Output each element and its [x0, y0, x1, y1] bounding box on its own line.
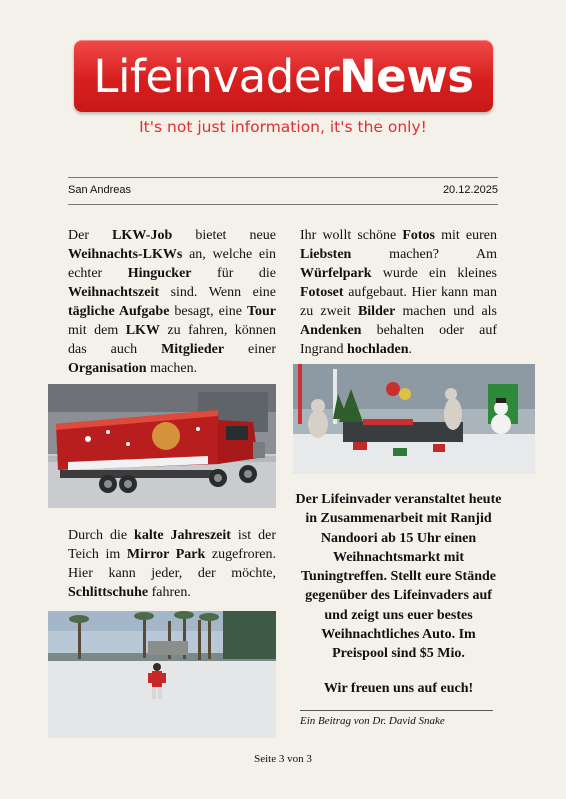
- photoset-illustration: [293, 364, 535, 474]
- emphasis-text: Mirror Park: [126, 547, 206, 562]
- emphasis-text: tägliche Aufgabe: [68, 304, 170, 319]
- tagline: It's not just information, it's the only!: [139, 118, 427, 136]
- christmas-truck-illustration: [48, 384, 276, 508]
- date-label: 20.12.2025: [442, 184, 498, 196]
- article-photo-set: Ihr wollt schöne Fotos mit euren Liebsten machen? Am Würfelpark wurde ein kleines Fotoset aufgebaut. Hier kann man zu zweit Bilder machen und als Andenken behalten oder auf Ingrand hochladen.: [300, 228, 497, 357]
- byline-rule: [300, 710, 493, 711]
- emphasis-text: Fotoset: [300, 285, 344, 300]
- emphasis-text: LKW-Job: [112, 228, 173, 243]
- emphasis-text: Organisation: [68, 361, 147, 376]
- photo-ice-skating: [48, 611, 276, 738]
- announcement-christmas-market: Der Lifeinvader veranstaltet heute in Zusammenarbeit mit Ranjid Nandoori ab 15 Uhr einen Weihnachtsmarkt mit Tuningtreffen. Stellt eure Stände gegenüber des Lifeinvaders auf und zeigt uns euer bestes Weihnachtliches Auto. Im Preispool sind $5 Mio.: [295, 492, 502, 662]
- ice-skating-illustration: [48, 611, 276, 738]
- page-number: Seite 3 von 3: [254, 753, 312, 765]
- photo-christmas-truck: [48, 384, 276, 508]
- logo-wordmark: [93, 49, 474, 103]
- logo-word-invader: invader: [172, 49, 340, 103]
- header-rule-bottom: [68, 204, 498, 205]
- emphasis-text: Liebsten: [300, 247, 352, 262]
- emphasis-text: Schlittschuhe: [68, 585, 149, 600]
- logo-word-life: Life: [93, 49, 173, 103]
- emphasis-text: Fotos: [402, 228, 435, 243]
- lifeinvader-news-logo: [74, 40, 493, 112]
- emphasis-text: Andenken: [300, 323, 362, 338]
- emphasis-text: Hingucker: [127, 266, 192, 281]
- photo-christmas-photoset: [293, 364, 535, 474]
- article-frozen-pond: Durch die kalte Jahreszeit ist der Teich im Mirror Park zugefroren. Hier kann jeder, der möchte, Schlittschuhe fahren.: [68, 528, 276, 600]
- emphasis-text: LKW: [125, 323, 160, 338]
- emphasis-text: Mitglieder: [161, 342, 225, 357]
- byline: Ein Beitrag von Dr. David Snake: [300, 715, 445, 727]
- emphasis-text: Weihnachts-LKWs: [68, 247, 183, 262]
- emphasis-text: hochladen: [347, 342, 409, 357]
- emphasis-text: Tour: [246, 304, 276, 319]
- closing-line: Wir freuen uns auf euch!: [323, 681, 474, 696]
- header-rule-top: [68, 177, 498, 178]
- location-label: San Andreas: [68, 184, 131, 196]
- emphasis-text: Würfelpark: [300, 266, 372, 281]
- emphasis-text: Weihnachtszeit: [68, 285, 159, 300]
- emphasis-text: Bilder: [357, 304, 396, 319]
- logo-word-news: News: [339, 49, 474, 103]
- emphasis-text: kalte Jahreszeit: [134, 528, 231, 543]
- article-truck-job: Der LKW-Job bietet neue Weihnachts-LKWs an, welche ein echter Hingucker für die Weihnachtszeit sind. Wenn eine tägliche Aufgabe besagt, eine Tour mit dem LKW zu fahren, können das auch Mitglieder einer Organisation machen.: [68, 228, 277, 376]
